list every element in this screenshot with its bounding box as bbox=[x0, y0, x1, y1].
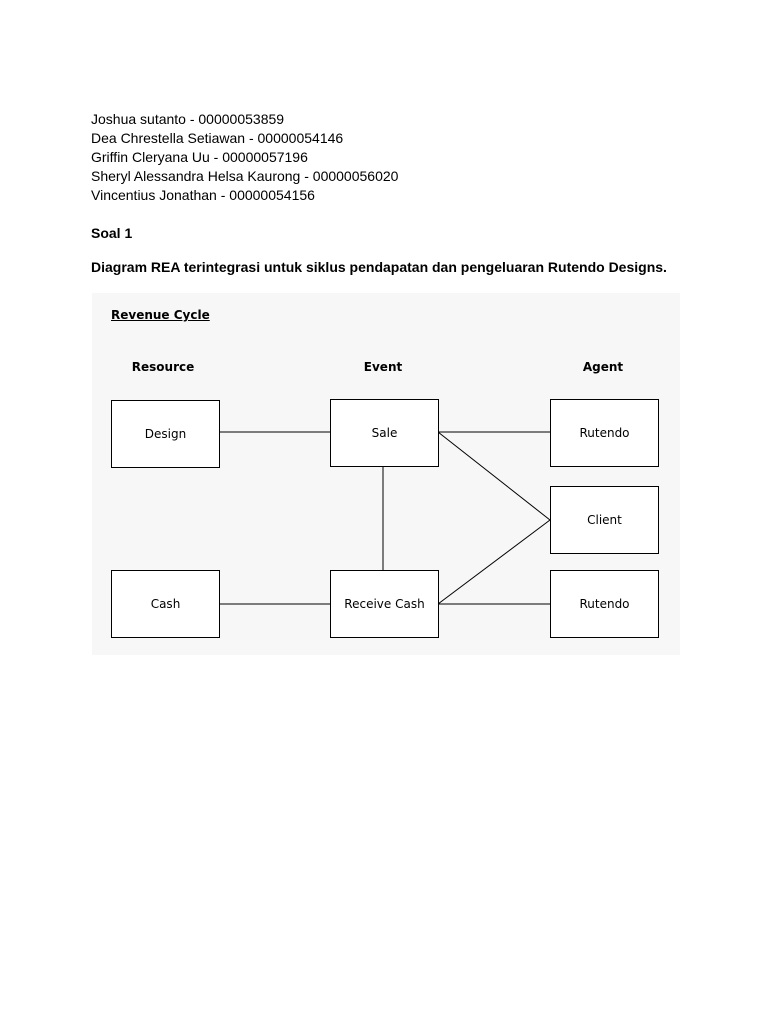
box-design: Design bbox=[111, 400, 220, 468]
rea-diagram bbox=[92, 293, 680, 655]
box-rutendo-top: Rutendo bbox=[550, 399, 659, 467]
member-list bbox=[91, 110, 398, 205]
box-receive-cash: Receive Cash bbox=[330, 570, 439, 638]
box-sale: Sale bbox=[330, 399, 439, 467]
box-client: Client bbox=[550, 486, 659, 554]
member-2: Dea Chrestella Setiawan - 00000054146 bbox=[91, 130, 344, 146]
column-event: Event bbox=[363, 360, 403, 374]
member-5: Vincentius Jonathan - 00000054156 bbox=[91, 187, 315, 203]
line-sale-client bbox=[438, 432, 550, 520]
diagram-title: Revenue Cycle bbox=[111, 308, 210, 322]
box-rutendo-bottom: Rutendo bbox=[550, 570, 659, 638]
column-resource: Resource bbox=[131, 360, 195, 374]
column-agent: Agent bbox=[582, 360, 624, 374]
question-text: Diagram REA terintegrasi untuk siklus pendapatan dan pengeluaran Rutendo Designs. bbox=[91, 259, 667, 275]
question-label: Soal 1 bbox=[91, 225, 133, 241]
line-receive-cash-client bbox=[438, 520, 550, 604]
box-cash: Cash bbox=[111, 570, 220, 638]
member-3: Griffin Cleryana Uu - 00000057196 bbox=[91, 149, 308, 165]
member-1: Joshua sutanto - 00000053859 bbox=[91, 111, 285, 127]
member-4: Sheryl Alessandra Helsa Kaurong - 00000056020 bbox=[91, 168, 399, 184]
